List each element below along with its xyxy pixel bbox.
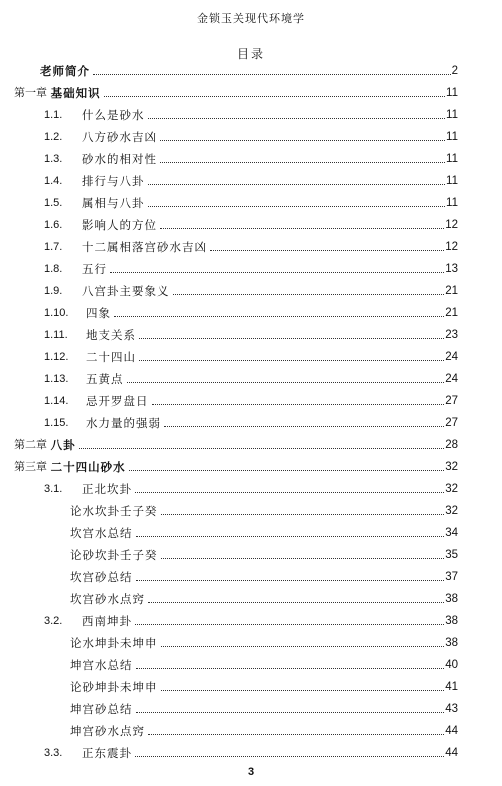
dot-leader (161, 690, 445, 691)
dot-leader (136, 536, 445, 537)
toc-entry-label: 五黄点 (86, 372, 124, 386)
toc-entry-label: 五行 (82, 262, 107, 276)
toc-entry-label: 二十四山 (86, 350, 136, 364)
toc-entry[interactable] (44, 414, 458, 430)
toc-entry-page: 11 (446, 109, 458, 121)
toc-entry-number: 第三章 (14, 461, 47, 473)
toc-entry-page: 27 (445, 417, 458, 429)
toc-entry-number: 1.3. (44, 153, 63, 165)
dot-leader (148, 734, 444, 735)
toc-entry[interactable] (44, 612, 458, 628)
dot-leader (114, 316, 444, 317)
toc-entry-number: 1.1. (44, 109, 63, 121)
toc-entry[interactable] (44, 282, 458, 298)
toc-entry-label: 论砂坎卦壬子癸 (70, 548, 158, 562)
toc-entry-label: 老师简介 (40, 64, 90, 78)
toc-entry-page: 11 (446, 87, 458, 99)
toc-entry[interactable] (44, 194, 458, 210)
toc-entry-number: 1.15. (44, 417, 69, 429)
dot-leader (148, 184, 446, 185)
toc-entry[interactable] (44, 370, 458, 386)
toc-entry[interactable] (14, 84, 458, 100)
toc-entry-label: 八卦 (50, 438, 76, 452)
dot-leader (127, 382, 445, 383)
dot-leader (161, 646, 445, 647)
dot-leader (160, 228, 444, 229)
toc-entry-page: 35 (445, 549, 458, 561)
toc-entry[interactable] (44, 128, 458, 144)
toc-entry[interactable] (70, 678, 458, 694)
toc-entry-label: 八宫卦主要象义 (82, 284, 170, 298)
toc-entry-page: 41 (445, 681, 458, 693)
toc-entry-label: 水力量的强弱 (86, 416, 161, 430)
toc-entry[interactable] (70, 590, 458, 606)
toc-entry-label: 论水坤卦未坤申 (70, 636, 158, 650)
document-header: 金锁玉关现代环境学 (197, 12, 305, 25)
toc-entry[interactable] (44, 392, 458, 408)
toc-entry-page: 2 (451, 65, 458, 77)
toc-entry-page: 23 (445, 329, 458, 341)
toc-entry-label: 排行与八卦 (82, 174, 145, 188)
toc-entry-label: 论砂坤卦未坤申 (70, 680, 158, 694)
toc-entry-page: 32 (445, 483, 458, 495)
toc-entry-label: 坤宫砂总结 (70, 702, 133, 716)
dot-leader (160, 162, 445, 163)
dot-leader (79, 448, 445, 449)
toc-entry-number: 1.11. (44, 329, 68, 341)
dot-leader (148, 602, 444, 603)
toc-entry[interactable] (44, 260, 458, 276)
toc-entry-label: 什么是砂水 (82, 108, 145, 122)
toc-entry-number: 1.6. (44, 219, 63, 231)
toc-entry-label: 坎宫水总结 (70, 526, 133, 540)
dot-leader (161, 558, 445, 559)
toc-entry-number: 1.14. (44, 395, 69, 407)
toc-entry[interactable] (44, 216, 458, 232)
toc-entry-page: 43 (445, 703, 458, 715)
toc-entry-number: 1.12. (44, 351, 69, 363)
dot-leader (139, 338, 444, 339)
toc-entry-page: 34 (445, 527, 458, 539)
toc-entry[interactable] (40, 62, 458, 78)
dot-leader (210, 250, 444, 251)
toc-entry[interactable] (70, 656, 458, 672)
dot-leader (161, 514, 445, 515)
toc-entry-number: 3.3. (44, 747, 63, 759)
toc-entry-page: 40 (445, 659, 458, 671)
toc-entry-number: 1.5. (44, 197, 63, 209)
toc-entry-label: 地支关系 (86, 328, 136, 342)
toc-entry-label: 砂水的相对性 (82, 152, 157, 166)
toc-entry-number: 3.2. (44, 615, 63, 627)
dot-leader (139, 360, 444, 361)
toc-entry-number: 第一章 (14, 87, 47, 99)
toc-entry-page: 11 (446, 153, 458, 165)
toc-entry-label: 影响人的方位 (82, 218, 157, 232)
dot-leader (104, 96, 445, 97)
dot-leader (164, 426, 444, 427)
toc-entry[interactable] (44, 238, 458, 254)
toc-entry-number: 1.8. (44, 263, 63, 275)
toc-entry-number: 1.4. (44, 175, 63, 187)
toc-entry[interactable] (44, 744, 458, 760)
toc-entry[interactable] (44, 172, 458, 188)
dot-leader (135, 492, 444, 493)
dot-leader (93, 74, 451, 75)
toc-entry-label: 正东震卦 (82, 746, 132, 760)
toc-entry[interactable] (44, 348, 458, 364)
toc-entry-page: 21 (445, 307, 458, 319)
toc-entry-label: 坤宫水总结 (70, 658, 133, 672)
dot-leader (135, 624, 444, 625)
toc-entry-label: 二十四山砂水 (50, 460, 126, 474)
toc-entry-number: 1.7. (44, 241, 63, 253)
toc-entry[interactable] (70, 634, 458, 650)
toc-entry-page: 12 (445, 219, 458, 231)
dot-leader (136, 712, 445, 713)
toc-entry-page: 11 (446, 175, 458, 187)
toc-entry-label: 忌开罗盘日 (86, 394, 149, 408)
toc-entry-number: 1.2. (44, 131, 63, 143)
toc-entry[interactable] (44, 106, 458, 122)
dot-leader (110, 272, 444, 273)
dot-leader (148, 206, 446, 207)
page-number: 3 (247, 766, 255, 778)
toc-entry[interactable] (44, 150, 458, 166)
toc-entry-label: 论水坎卦壬子癸 (70, 504, 158, 518)
toc-entry[interactable] (70, 700, 458, 716)
toc-entry-page: 12 (445, 241, 458, 253)
toc-entry-page: 24 (445, 351, 458, 363)
toc-entry-page: 44 (445, 725, 458, 737)
toc-entry-page: 27 (445, 395, 458, 407)
dot-leader (148, 118, 446, 119)
dot-leader (135, 756, 444, 757)
toc-entry-page: 21 (445, 285, 458, 297)
toc-entry[interactable] (70, 722, 458, 738)
toc-entry[interactable] (14, 458, 458, 474)
toc-entry-page: 24 (445, 373, 458, 385)
toc-entry-label: 坎宫砂总结 (70, 570, 133, 584)
dot-leader (152, 404, 445, 405)
toc-entry-label: 坤宫砂水点窍 (70, 724, 145, 738)
toc-entry[interactable] (70, 568, 458, 584)
toc-entry-page: 32 (445, 505, 458, 517)
toc-entry-label: 十二属相落宫砂水吉凶 (82, 240, 207, 254)
toc-entry[interactable] (70, 524, 458, 540)
toc-entry-label: 西南坤卦 (82, 614, 132, 628)
dot-leader (173, 294, 445, 295)
dot-leader (160, 140, 445, 141)
toc-entry-page: 28 (445, 439, 458, 451)
toc-entry-label: 正北坎卦 (82, 482, 132, 496)
toc-entry[interactable] (44, 326, 458, 342)
toc-entry-number: 1.13. (44, 373, 69, 385)
toc-entry-page: 37 (445, 571, 458, 583)
dot-leader (136, 580, 445, 581)
toc-title: 目录 (236, 47, 265, 61)
toc-entry[interactable] (70, 502, 458, 518)
toc-entry-page: 38 (445, 615, 458, 627)
toc-entry-page: 13 (445, 263, 458, 275)
dot-leader (136, 668, 445, 669)
toc-entry[interactable] (44, 480, 458, 496)
toc-entry-number: 1.10. (44, 307, 69, 319)
toc-entry-page: 32 (445, 461, 458, 473)
toc-entry[interactable] (44, 304, 458, 320)
toc-entry[interactable] (70, 546, 458, 562)
toc-entry-label: 四象 (86, 306, 111, 320)
toc-entry-label: 基础知识 (50, 86, 101, 100)
toc-entry-number: 1.9. (44, 285, 63, 297)
dot-leader (129, 470, 445, 471)
toc-entry-number: 3.1. (44, 483, 63, 495)
toc-entry-label: 八方砂水吉凶 (82, 130, 157, 144)
toc-entry-label: 坎宫砂水点窍 (70, 592, 145, 606)
toc-entry-number: 第二章 (14, 439, 47, 451)
toc-entry[interactable] (14, 436, 458, 452)
toc-entry-page: 44 (445, 747, 458, 759)
toc-entry-label: 属相与八卦 (82, 196, 145, 210)
toc-entry-page: 38 (445, 593, 458, 605)
toc-entry-page: 38 (445, 637, 458, 649)
toc-entry-page: 11 (446, 197, 458, 209)
toc-entry-page: 11 (446, 131, 458, 143)
